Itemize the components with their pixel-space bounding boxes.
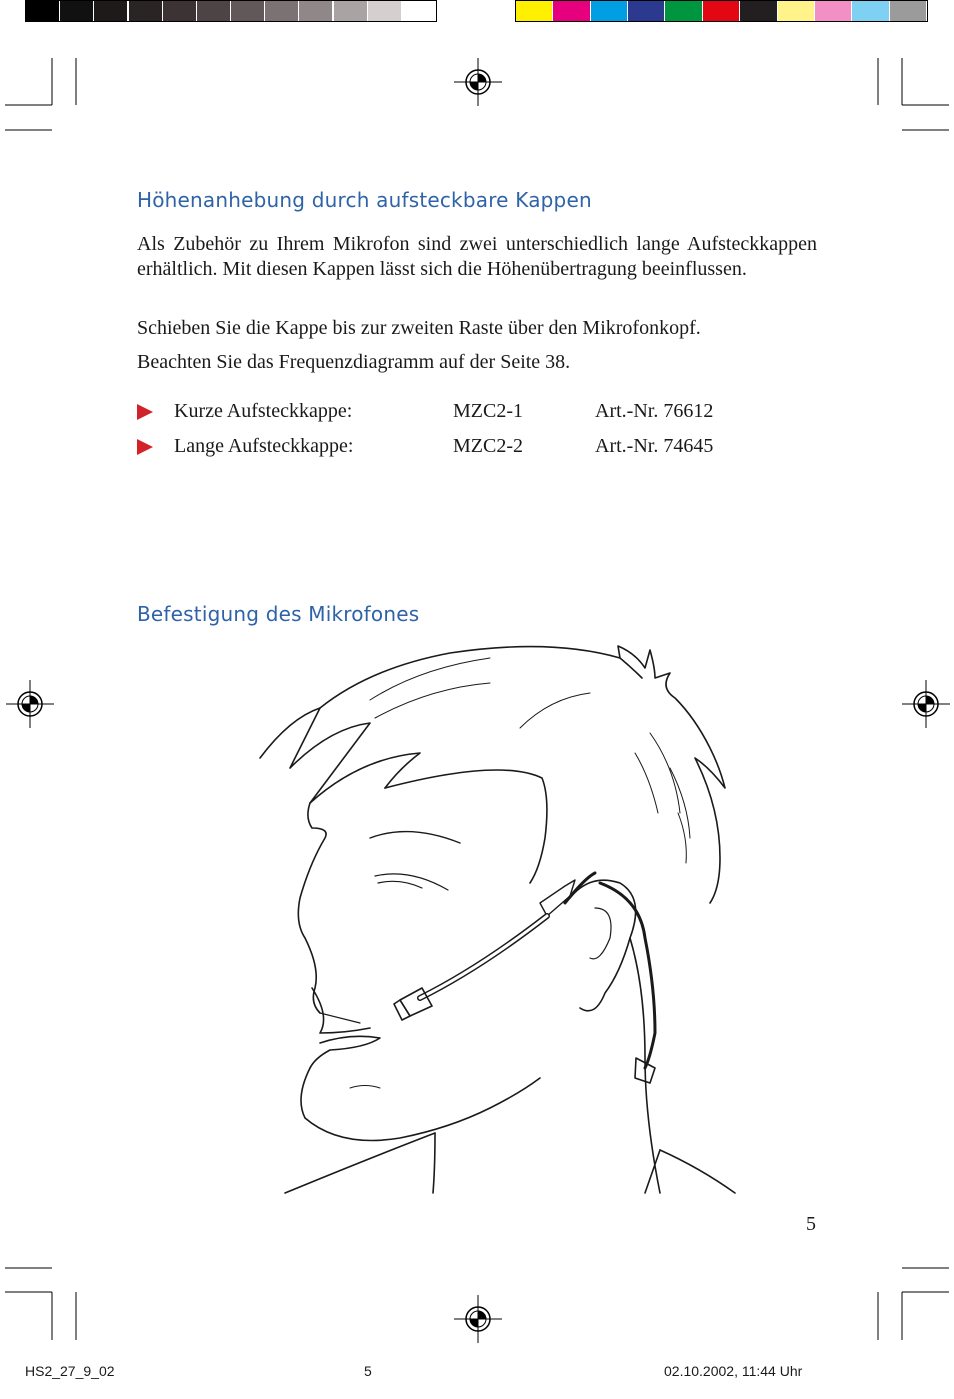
bullet-triangle-icon: [137, 439, 153, 455]
registration-mark-icon: [6, 680, 54, 728]
section-heading-caps: Höhenanhebung durch aufsteckbare Kappen: [137, 188, 592, 212]
section-heading-mounting: Befestigung des Mikrofones: [137, 602, 420, 626]
paragraph-instruction: Schieben Sie die Kappe bis zur zweiten Raste über den Mikrofonkopf.: [137, 317, 701, 339]
headset-illustration: [250, 638, 750, 1198]
item-name: Kurze Aufsteckkappe:: [174, 400, 353, 422]
list-item: [137, 435, 817, 463]
page-number: 5: [806, 1213, 816, 1235]
bullet-triangle-icon: [137, 404, 153, 420]
registration-mark-icon: [454, 58, 502, 106]
list-item: [137, 400, 817, 428]
item-article-number: Art.-Nr. 74645: [595, 435, 714, 457]
footer-page: 5: [364, 1363, 372, 1379]
item-model: MZC2-2: [453, 435, 523, 457]
footer-timestamp: 02.10.2002, 11:44 Uhr: [664, 1363, 803, 1379]
registration-mark-icon: [454, 1295, 502, 1343]
paragraph-reference: Beachten Sie das Frequenzdiagramm auf der Seite 38.: [137, 351, 571, 373]
footer-job-name: HS2_27_9_02: [25, 1363, 115, 1379]
item-model: MZC2-1: [453, 400, 523, 422]
item-name: Lange Aufsteckkappe:: [174, 435, 354, 457]
paragraph-accessory: Als Zubehör zu Ihrem Mikrofon sind zwei unterschiedlich lange Aufsteckkappen erhältlich. Mit diesen Kappen lässt sich die Höhenübertragung beeinflussen.: [137, 233, 817, 280]
item-article-number: Art.-Nr. 76612: [595, 400, 714, 422]
registration-mark-icon: [902, 680, 950, 728]
